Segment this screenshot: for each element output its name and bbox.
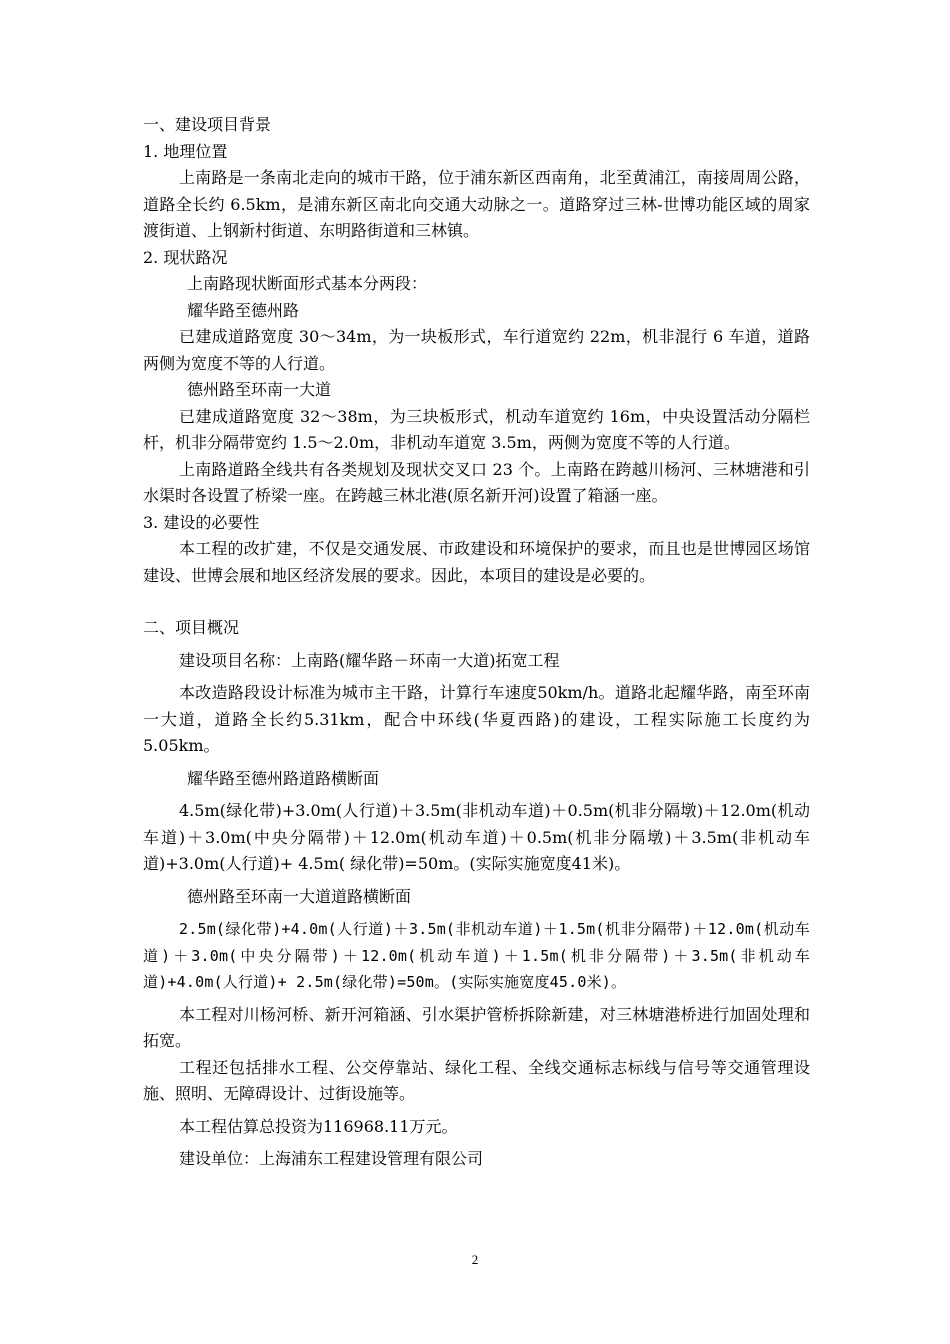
- segment2-title: 德州路至环南一大道: [187, 380, 332, 399]
- blank-line: [143, 589, 810, 615]
- cross-section1-description: 4.5m(绿化带)+3.0m(人行道)＋3.5m(非机动车道)＋0.5m(机非分隔墩)＋12.0m(机动车道)＋3.0m(中央分隔带)＋12.0m(机动车道)＋0.5m(机非分隔墩)＋3.5m(非机动车道)+3.0m(人行道)+ 4.5m( 绿化带)=50m。(实际实施宽度41米)。: [143, 801, 810, 873]
- subheading-necessity: 3. 建设的必要性: [143, 512, 260, 532]
- segment1-description: 已建成道路宽度 30～34m，为一块板形式，车行道宽约 22m，机非混行 6 车道，道路两侧为宽度不等的人行道。: [143, 327, 810, 373]
- section-heading-overview: 二、项目概况: [143, 618, 240, 637]
- page-number: 2: [471, 1252, 479, 1267]
- paragraph-bridges: 本工程对川杨河桥、新开河箱涵、引水渠护管桥拆除新建，对三林塘港桥进行加固处理和拓宽。: [143, 1004, 810, 1050]
- segment1-title: 耀华路至德州路: [187, 300, 300, 320]
- cross-section2-description: 2.5m(绿化带)+4.0m(人行道)＋3.5m(非机动车道)＋1.5m(机非分隔带)＋12.0m(机动车道)＋3.0m(中央分隔带)＋12.0m(机动车道)＋1.5m(机非分隔带)＋3.5m(非机动车道)+4.0m(人行道)+ 2.5m(绿化带)=50m。(实际实施宽度45.0米)。: [143, 920, 810, 991]
- cross-section1-title: 耀华路至德州路道路横断面: [187, 768, 380, 788]
- paragraph-intersections: 上南路道路全线共有各类规划及现状交叉口 23 个。上南路在跨越川杨河、三林塘港和引水渠时各设置了桥梁一座。在跨越三林北港(原名新开河)设置了箱涵一座。: [143, 459, 810, 505]
- paragraph-other-works: 工程还包括排水工程、公交停靠站、绿化工程、全线交通标志标线与信号等交通管理设施、照明、无障碍设计、过街设施等。: [143, 1057, 810, 1103]
- section-heading-background: 一、建设项目背景: [143, 115, 272, 134]
- paragraph-location: 上南路是一条南北走向的城市干路，位于浦东新区西南角，北至黄浦江，南接周周公路，道路全长约 6.5km，是浦东新区南北向交通大动脉之一。道路穿过三林-世博功能区域的周家渡街道、上钢新村街道、东明路街道和三林镇。: [143, 168, 810, 240]
- cross-section2-title: 德州路至环南一大道道路横断面: [187, 886, 412, 906]
- paragraph-design-standard: 本改造路段设计标准为城市主干路，计算行车速度50km/h。道路北起耀华路，南至环南一大道，道路全长约5.31km，配合中环线(华夏西路)的建设，工程实际施工长度约为5.05km。: [143, 683, 810, 755]
- subheading-current-road: 2. 现状路况: [143, 247, 228, 267]
- paragraph-current-intro: 上南路现状断面形式基本分两段：: [187, 274, 428, 293]
- paragraph-necessity: 本工程的改扩建，不仅是交通发展、市政建设和环境保护的要求，而且也是世博园区场馆建设、世博会展和地区经济发展的要求。因此，本项目的建设是必要的。: [143, 539, 810, 585]
- paragraph-investment: 本工程估算总投资为116968.11万元。: [179, 1116, 458, 1136]
- subheading-location: 1. 地理位置: [143, 141, 228, 161]
- paragraph-project-name: 建设项目名称：上南路(耀华路－环南一大道)拓宽工程: [179, 650, 560, 670]
- page-content: [143, 112, 810, 1173]
- paragraph-builder: 建设单位：上海浦东工程建设管理有限公司: [179, 1149, 484, 1168]
- segment2-description: 已建成道路宽度 32～38m，为三块板形式，机动车道宽约 16m，中央设置活动分隔栏杆，机非分隔带宽约 1.5～2.0m，非机动车道宽 3.5m，两侧为宽度不等的人行道。: [143, 406, 810, 452]
